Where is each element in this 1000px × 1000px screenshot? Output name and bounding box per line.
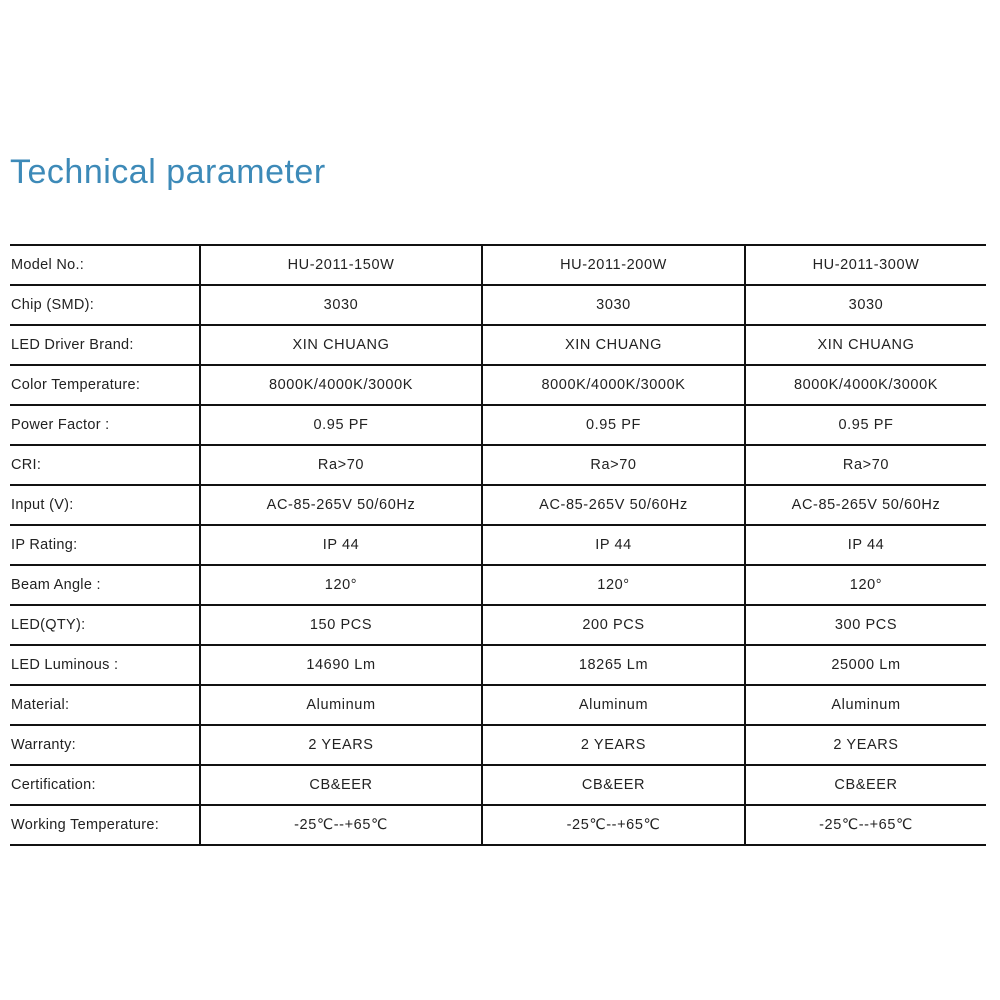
cell-2: 8000K/4000K/3000K (482, 365, 745, 405)
row-label: Certification: (10, 765, 200, 805)
cell-2: 3030 (482, 285, 745, 325)
table-row (10, 285, 986, 325)
cell-1: 150 PCS (200, 605, 482, 645)
cell-3: 3030 (745, 285, 986, 325)
table-row (10, 765, 986, 805)
table-row (10, 365, 986, 405)
cell-1: 8000K/4000K/3000K (200, 365, 482, 405)
cell-2: 200 PCS (482, 605, 745, 645)
cell-3: HU-2011-300W (745, 245, 986, 285)
table-row (10, 685, 986, 725)
cell-1: 2 YEARS (200, 725, 482, 765)
cell-3: AC-85-265V 50/60Hz (745, 485, 986, 525)
cell-2: -25℃--+65℃ (482, 805, 745, 845)
cell-3: Ra>70 (745, 445, 986, 485)
cell-1: AC-85-265V 50/60Hz (200, 485, 482, 525)
technical-parameter-table (10, 244, 986, 846)
row-label: CRI: (10, 445, 200, 485)
cell-1: HU-2011-150W (200, 245, 482, 285)
cell-2: 2 YEARS (482, 725, 745, 765)
cell-3: XIN CHUANG (745, 325, 986, 365)
row-label: Color Temperature: (10, 365, 200, 405)
cell-1: 0.95 PF (200, 405, 482, 445)
row-label: Input (V): (10, 485, 200, 525)
cell-1: -25℃--+65℃ (200, 805, 482, 845)
row-label: Power Factor : (10, 405, 200, 445)
row-label: Material: (10, 685, 200, 725)
cell-3: 120° (745, 565, 986, 605)
table-row (10, 325, 986, 365)
cell-1: IP 44 (200, 525, 482, 565)
row-label: Working Temperature: (10, 805, 200, 845)
cell-1: Ra>70 (200, 445, 482, 485)
cell-2: 0.95 PF (482, 405, 745, 445)
row-label: Beam Angle : (10, 565, 200, 605)
cell-3: 2 YEARS (745, 725, 986, 765)
row-label: LED Luminous : (10, 645, 200, 685)
cell-1: CB&EER (200, 765, 482, 805)
cell-3: 25000 Lm (745, 645, 986, 685)
table-row (10, 405, 986, 445)
cell-3: IP 44 (745, 525, 986, 565)
cell-2: Ra>70 (482, 445, 745, 485)
table-row (10, 725, 986, 765)
table-row (10, 565, 986, 605)
cell-3: -25℃--+65℃ (745, 805, 986, 845)
row-label: IP Rating: (10, 525, 200, 565)
cell-3: 300 PCS (745, 605, 986, 645)
table-row (10, 605, 986, 645)
row-label: Chip (SMD): (10, 285, 200, 325)
cell-2: Aluminum (482, 685, 745, 725)
row-label: Warranty: (10, 725, 200, 765)
cell-2: XIN CHUANG (482, 325, 745, 365)
table-row (10, 525, 986, 565)
cell-3: Aluminum (745, 685, 986, 725)
cell-3: CB&EER (745, 765, 986, 805)
table-row (10, 645, 986, 685)
table-row (10, 805, 986, 845)
cell-1: 120° (200, 565, 482, 605)
page-title: Technical parameter (10, 153, 326, 191)
cell-1: 3030 (200, 285, 482, 325)
cell-1: XIN CHUANG (200, 325, 482, 365)
cell-2: 120° (482, 565, 745, 605)
cell-2: 18265 Lm (482, 645, 745, 685)
table-row (10, 445, 986, 485)
cell-1: 14690 Lm (200, 645, 482, 685)
cell-3: 8000K/4000K/3000K (745, 365, 986, 405)
cell-2: CB&EER (482, 765, 745, 805)
table-body (10, 245, 986, 845)
row-label: LED Driver Brand: (10, 325, 200, 365)
cell-1: Aluminum (200, 685, 482, 725)
cell-2: HU-2011-200W (482, 245, 745, 285)
cell-3: 0.95 PF (745, 405, 986, 445)
cell-2: AC-85-265V 50/60Hz (482, 485, 745, 525)
cell-2: IP 44 (482, 525, 745, 565)
row-label: LED(QTY): (10, 605, 200, 645)
row-label: Model No.: (10, 245, 200, 285)
table-row (10, 245, 986, 285)
table-row (10, 485, 986, 525)
